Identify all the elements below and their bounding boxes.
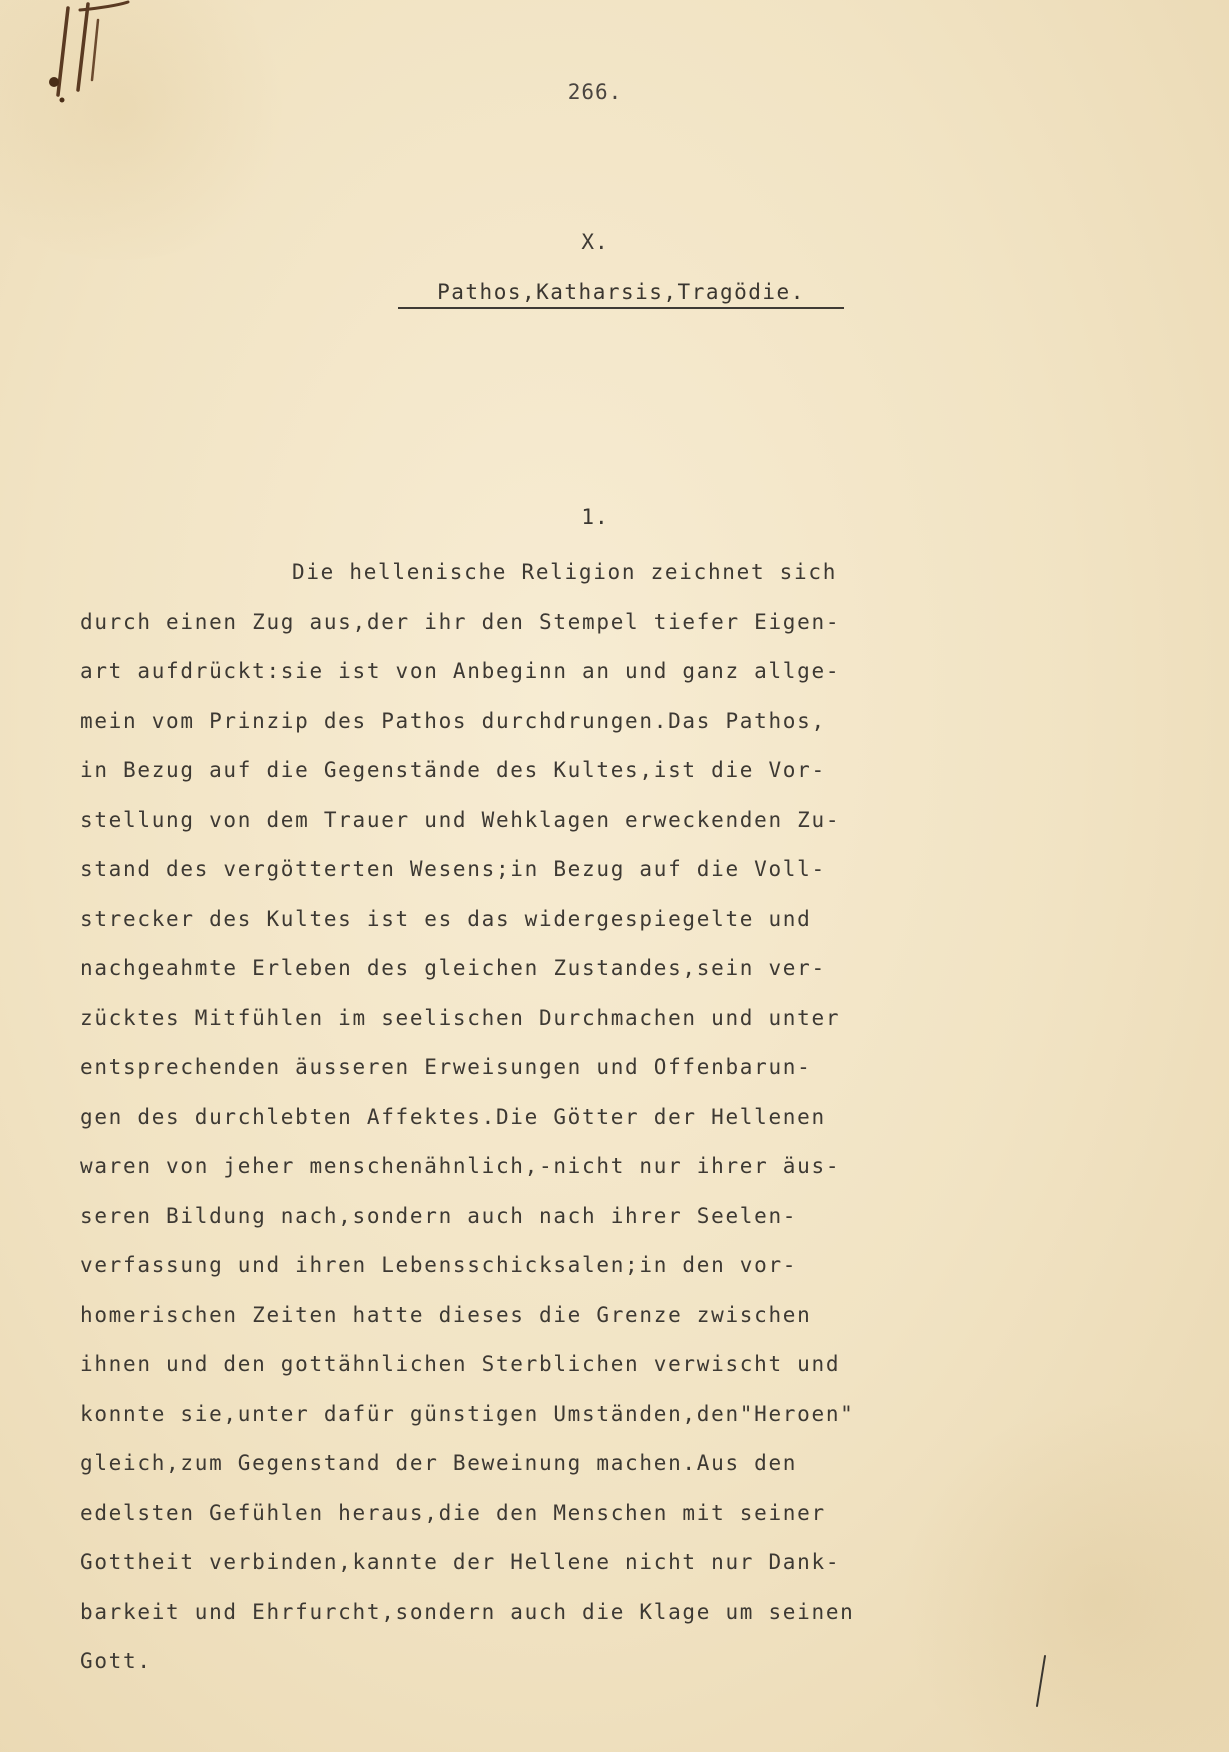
text-line: ihnen und den gottähnlichen Sterblichen verwischt und [80,1352,841,1376]
chapter-title: Pathos,Katharsis,Tragödie. [398,280,844,309]
page-number: 266. [567,80,623,104]
text-line: barkeit und Ehrfurcht,sondern auch die Klage um seinen [80,1599,855,1624]
text-line: durch einen Zug aus,der ihr den Stempel tiefer Eigen- [80,609,841,634]
text-line: Die hellenische Religion zeichnet sich [292,560,838,584]
text-line: in Bezug auf die Gegenstände des Kultes,ist die Vor- [80,758,826,782]
text-line: verfassung und ihren Lebensschicksalen;in den vor- [80,1253,798,1277]
text-line: Gott. [80,1649,152,1673]
text-line: seren Bildung nach,sondern auch nach ihrer Seelen- [80,1203,798,1228]
text-line: strecker des Kultes ist es das widergespiegelte und [80,906,812,931]
text-line: stellung von dem Trauer und Wehklagen erweckenden Zu- [80,807,841,832]
handwritten-margin-mark [1031,1652,1051,1712]
text-line: nachgeahmte Erleben des gleichen Zustandes,sein ver- [80,956,826,980]
text-line: entsprechenden äusseren Erweisungen und Offenbarun- [80,1055,812,1079]
text-line: edelsten Gefühlen heraus,die den Menschen mit seiner [80,1500,826,1525]
text-line: stand des vergötterten Wesens;in Bezug auf die Voll- [80,857,826,881]
text-line: konnte sie,unter dafür günstigen Umständen,den"Heroen" [80,1401,855,1426]
text-line: Gottheit verbinden,kannte der Hellene nicht nur Dank- [80,1550,841,1574]
text-line: waren von jeher menschenähnlich,-nicht nur ihrer äus- [80,1154,841,1178]
text-line: zücktes Mitfühlen im seelischen Durchmachen und unter [80,1005,841,1030]
body-text [80,548,960,1687]
text-line: gleich,zum Gegenstand der Beweinung machen.Aus den [80,1451,798,1475]
text-line: art aufdrückt:sie ist von Anbeginn an und ganz allge- [80,659,841,683]
section-number: 1. [581,505,609,529]
text-line: homerischen Zeiten hatte dieses die Grenze zwischen [80,1302,812,1327]
text-line: gen des durchlebten Affektes.Die Götter der Hellenen [80,1104,826,1129]
chapter-numeral: X. [581,230,609,254]
text-line: mein vom Prinzip des Pathos durchdrungen.Das Pathos, [80,708,826,733]
